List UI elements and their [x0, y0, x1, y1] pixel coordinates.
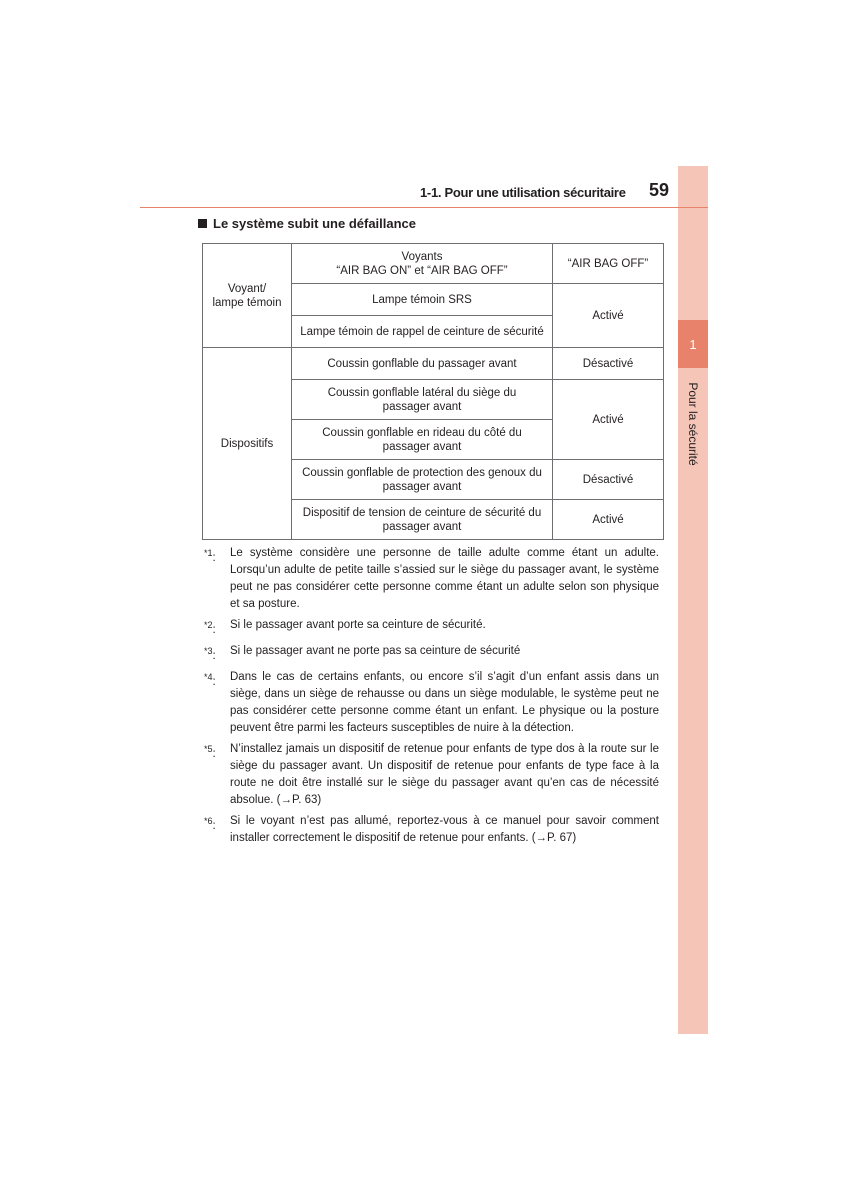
group-dispositifs-cell: Dispositifs [203, 348, 292, 540]
status-cell: Activé [553, 500, 664, 540]
footnote: $^{*4}$: Dans le cas de certains enfants, ou encore s’il s’agit d’un enfant assis dans un siège, dans un siège de rehausse ou dans un siège modulable, le système peut ne pas considérer cette personne comme étant un enfant. Le physique ou la posture peuvent être parmi les facteurs susceptibles de nuire à la détection. [204, 669, 659, 737]
row-label: Coussin gonflable du passager avant [292, 348, 553, 380]
footnote: $^{*6}$: Si le voyant n’est pas allumé, reportez-vous à ce manuel pour savoir comment installer correctement le dispositif de retenue pour enfants. (→P. 67) [204, 813, 659, 847]
footnote-mark: *4 [204, 672, 213, 682]
footnotes [204, 545, 659, 851]
footnote: $^{*1}$: Le système considère une personne de taille adulte comme étant un adulte. Lorsqu’un adulte de petite taille s’assied sur le siège du passager avant, le système peut ne pas considérer cette personne comme étant un adulte selon son physique et sa posture. [204, 545, 659, 613]
footnote-text: Si le passager avant ne porte pas sa ceinture de sécurité [230, 645, 521, 657]
row-label: Coussin gonflable latéral du siège du passager avant [292, 380, 553, 420]
status-cell: Activé [553, 284, 664, 348]
page-number: 59 [649, 180, 670, 200]
footnote-mark: *2 [204, 620, 213, 630]
row-label: Lampe témoin SRS [292, 284, 553, 316]
footnote-mark: *1 [204, 548, 213, 558]
footnote: $^{*3}$: Si le passager avant ne porte pas sa ceinture de sécurité [204, 643, 659, 665]
col-header-voyants: Voyants “AIR BAG ON” et “AIR BAG OFF” [292, 244, 553, 284]
row-label: Dispositif de tension de ceinture de sécurité du passager avant [292, 500, 553, 540]
footnote-mark: *5 [204, 744, 213, 754]
running-header: 1-1. Pour une utilisation sécuritaire [420, 185, 626, 200]
chapter-tab-label: Pour la sécurité [686, 382, 700, 466]
footnote-text: Le système considère une personne de taille adulte comme étant un adulte. Lorsqu’un adulte de petite taille s’assied sur le siège du passager avant, le système peut ne pas considérer cette personne comme étant un adulte selon son physique et sa posture. [230, 547, 659, 610]
row-label: Coussin gonflable de protection des genoux du passager avant [292, 460, 553, 500]
section-title-text: Le système subit une défaillance [213, 216, 417, 231]
status-cell: Activé [553, 380, 664, 460]
section-title [198, 216, 416, 231]
footnote-text: Si le voyant n’est pas allumé, reportez-vous à ce manuel pour savoir comment installer correctement le dispositif de retenue pour enfants. (→P. 67) [230, 815, 659, 844]
footnote-mark: *6 [204, 816, 213, 826]
footnote: $^{*2}$: Si le passager avant porte sa ceinture de sécurité. [204, 617, 659, 639]
status-cell: Désactivé [553, 460, 664, 500]
square-bullet-icon [198, 219, 207, 228]
footnote-mark: *3 [204, 646, 213, 656]
footnote-text: Si le passager avant porte sa ceinture de sécurité. [230, 619, 486, 631]
footnote-text: Dans le cas de certains enfants, ou encore s’il s’agit d’un enfant assis dans un siège, dans un siège de rehausse ou dans un siège modulable, le système peut ne pas considérer cette personne comme étant un enfant. Le physique ou la posture peuvent être parmi les facteurs susceptibles de nuire à la détection. [230, 671, 659, 734]
airbag-status-table [202, 243, 664, 540]
footnote-text: N’installez jamais un dispositif de retenue pour enfants de type dos à la route sur le siège du passager avant. Un dispositif de retenue pour enfants de type face à la route ne doit être installé sur le siège du passager avant qu’en cas de nécessité absolue. (→P. 63) [230, 743, 659, 806]
row-label: Lampe témoin de rappel de ceinture de sécurité [292, 316, 553, 348]
group-voyant-cell: Voyant/ lampe témoin [203, 244, 292, 348]
status-cell: Désactivé [553, 348, 664, 380]
col-header-airbag-off: “AIR BAG OFF” [553, 244, 664, 284]
header-rule [140, 207, 708, 208]
chapter-tab-number: 1 [678, 320, 708, 368]
row-label: Coussin gonflable en rideau du côté du passager avant [292, 420, 553, 460]
table-row [203, 348, 664, 380]
side-tab [678, 166, 708, 1034]
table-row [203, 244, 664, 284]
footnote: $^{*5}$: N’installez jamais un dispositif de retenue pour enfants de type dos à la route sur le siège du passager avant. Un dispositif de retenue pour enfants de type face à la route ne doit être installé sur le siège du passager avant qu’en cas de nécessité absolue. (→P. 63) [204, 741, 659, 809]
